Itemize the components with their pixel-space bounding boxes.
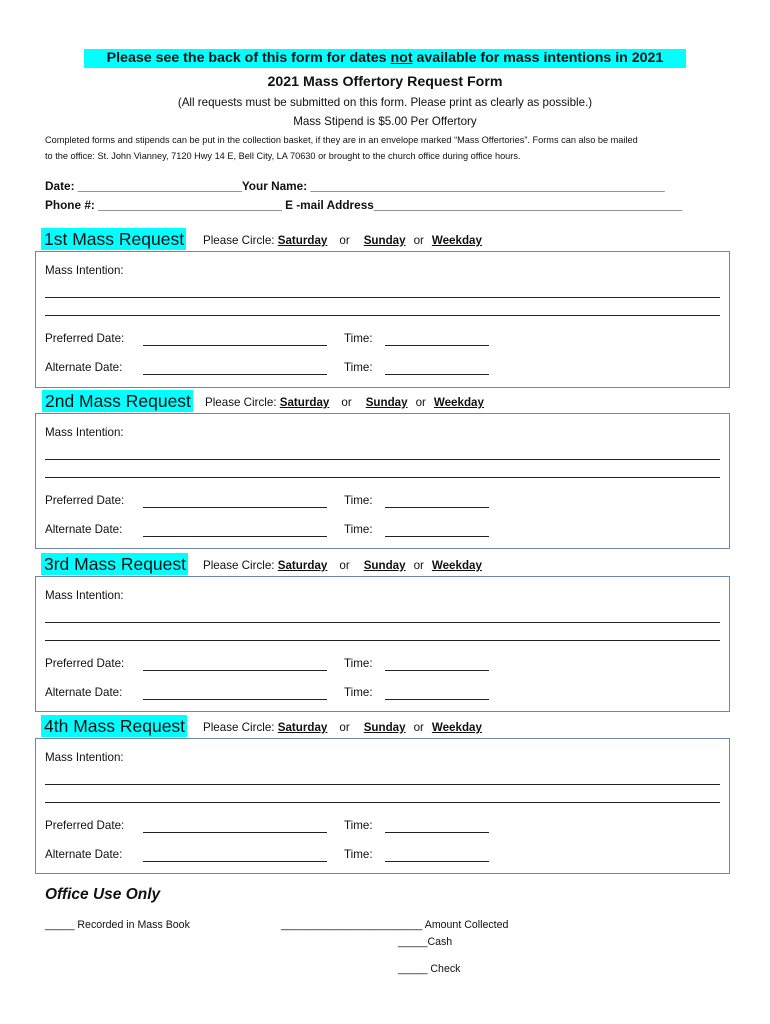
preferred-date-field[interactable] <box>143 832 327 833</box>
mass-intention-line[interactable] <box>45 459 720 460</box>
check-field[interactable]: _____ Check <box>398 963 461 975</box>
mass-intention-line[interactable] <box>45 622 720 623</box>
email-label: E -mail Address <box>281 198 374 212</box>
option-or: or <box>339 721 350 734</box>
option-saturday[interactable]: Saturday <box>277 559 328 572</box>
date-field[interactable]: _________________________ <box>77 179 242 193</box>
mass-intention-label: Mass Intention: <box>45 264 124 277</box>
name-label: Your Name: <box>241 179 311 193</box>
circle-prefix: Please Circle: <box>203 721 278 734</box>
preferred-time-field[interactable] <box>385 832 489 833</box>
day-choice-row <box>203 559 482 572</box>
alternate-date-label: Alternate Date: <box>45 848 123 861</box>
submission-note-line-1: Completed forms and stipends can be put in the collection basket, if they are in an envelope marked “Mass Offertories”. Forms can also be mailed <box>45 135 638 145</box>
form-title: 2021 Mass Offertory Request Form <box>267 74 503 90</box>
option-or: or <box>341 396 352 409</box>
alternate-date-label: Alternate Date: <box>45 686 123 699</box>
email-field[interactable]: _______________________________________________ <box>373 198 683 212</box>
preferred-date-field[interactable] <box>143 670 327 671</box>
option-sunday[interactable]: Sunday <box>363 721 406 734</box>
phone-field[interactable]: ____________________________ <box>98 198 282 212</box>
amount-collected[interactable]: ________________________ Amount Collected <box>281 919 509 931</box>
alternate-date-label: Alternate Date: <box>45 361 123 374</box>
option-or: or <box>413 559 424 572</box>
mass-intention-label: Mass Intention: <box>45 426 124 439</box>
mass-intention-line[interactable] <box>45 802 720 803</box>
request-box <box>35 738 730 874</box>
option-saturday[interactable]: Saturday <box>277 721 328 734</box>
day-choice-row <box>205 396 484 409</box>
request-title: 1st Mass Request <box>41 228 186 250</box>
preferred-time-field[interactable] <box>385 670 489 671</box>
circle-prefix: Please Circle: <box>203 559 278 572</box>
preferred-time-field[interactable] <box>385 507 489 508</box>
alternate-time-label: Time: <box>344 361 373 374</box>
circle-prefix: Please Circle: <box>203 234 278 247</box>
preferred-date-field[interactable] <box>143 345 327 346</box>
day-choice-row <box>203 721 482 734</box>
option-weekday[interactable]: Weekday <box>433 396 484 409</box>
option-sunday[interactable]: Sunday <box>363 559 406 572</box>
mass-intention-line[interactable] <box>45 297 720 298</box>
alternate-time-field[interactable] <box>385 374 489 375</box>
alternate-date-field[interactable] <box>143 374 327 375</box>
option-or: or <box>415 396 426 409</box>
option-or: or <box>413 721 424 734</box>
alternate-time-label: Time: <box>344 686 373 699</box>
phone-email-row <box>45 198 682 212</box>
availability-banner <box>84 49 686 68</box>
preferred-time-label: Time: <box>344 819 373 832</box>
date-label: Date: <box>45 179 78 193</box>
instruction-text: (All requests must be submitted on this form. Please print as clearly as possible.) <box>177 96 593 109</box>
option-weekday[interactable]: Weekday <box>431 721 482 734</box>
mass-intention-line[interactable] <box>45 784 720 785</box>
preferred-date-label: Preferred Date: <box>45 332 125 345</box>
request-box <box>35 251 730 388</box>
alternate-date-field[interactable] <box>143 699 327 700</box>
mass-intention-line[interactable] <box>45 477 720 478</box>
request-box <box>35 413 730 549</box>
request-box <box>35 576 730 712</box>
alternate-date-field[interactable] <box>143 536 327 537</box>
banner-text-post: available for mass intentions in 2021 <box>412 50 664 66</box>
preferred-time-field[interactable] <box>385 345 489 346</box>
option-sunday[interactable]: Sunday <box>363 234 406 247</box>
circle-prefix: Please Circle: <box>205 396 280 409</box>
preferred-date-field[interactable] <box>143 507 327 508</box>
request-title: 2nd Mass Request <box>42 390 193 412</box>
option-or: or <box>339 559 350 572</box>
banner-text-pre: Please see the back of this form for dates <box>106 50 391 66</box>
option-weekday[interactable]: Weekday <box>431 559 482 572</box>
day-choice-row <box>203 234 482 247</box>
cash-field[interactable]: _____Cash <box>398 936 453 948</box>
alternate-time-field[interactable] <box>385 536 489 537</box>
request-title: 3rd Mass Request <box>41 553 188 575</box>
option-sunday[interactable]: Sunday <box>365 396 408 409</box>
office-use-heading: Office Use Only <box>45 886 161 903</box>
preferred-time-label: Time: <box>344 332 373 345</box>
alternate-date-label: Alternate Date: <box>45 523 123 536</box>
date-name-row <box>45 179 665 193</box>
option-weekday[interactable]: Weekday <box>431 234 482 247</box>
preferred-time-label: Time: <box>344 657 373 670</box>
option-or: or <box>413 234 424 247</box>
preferred-date-label: Preferred Date: <box>45 494 125 507</box>
alternate-time-label: Time: <box>344 848 373 861</box>
alternate-time-field[interactable] <box>385 861 489 862</box>
phone-label: Phone #: <box>45 198 99 212</box>
mass-intention-label: Mass Intention: <box>45 589 124 602</box>
stipend-text: Mass Stipend is $5.00 Per Offertory <box>293 115 477 128</box>
preferred-time-label: Time: <box>344 494 373 507</box>
recorded-in-mass-book[interactable]: _____ Recorded in Mass Book <box>45 919 190 931</box>
alternate-time-field[interactable] <box>385 699 489 700</box>
option-or: or <box>339 234 350 247</box>
alternate-date-field[interactable] <box>143 861 327 862</box>
request-title: 4th Mass Request <box>41 715 187 737</box>
preferred-date-label: Preferred Date: <box>45 819 125 832</box>
mass-intention-line[interactable] <box>45 640 720 641</box>
preferred-date-label: Preferred Date: <box>45 657 125 670</box>
mass-intention-label: Mass Intention: <box>45 751 124 764</box>
banner-text-underlined: not <box>390 50 413 66</box>
option-saturday[interactable]: Saturday <box>279 396 330 409</box>
mass-intention-line[interactable] <box>45 315 720 316</box>
submission-note-line-2: to the office: St. John Vianney, 7120 Hwy 14 E, Bell City, LA 70630 or brought to the church office during office hours. <box>45 151 521 161</box>
name-field[interactable]: ______________________________________________________ <box>310 179 665 193</box>
submission-note <box>45 132 735 164</box>
option-saturday[interactable]: Saturday <box>277 234 328 247</box>
alternate-time-label: Time: <box>344 523 373 536</box>
